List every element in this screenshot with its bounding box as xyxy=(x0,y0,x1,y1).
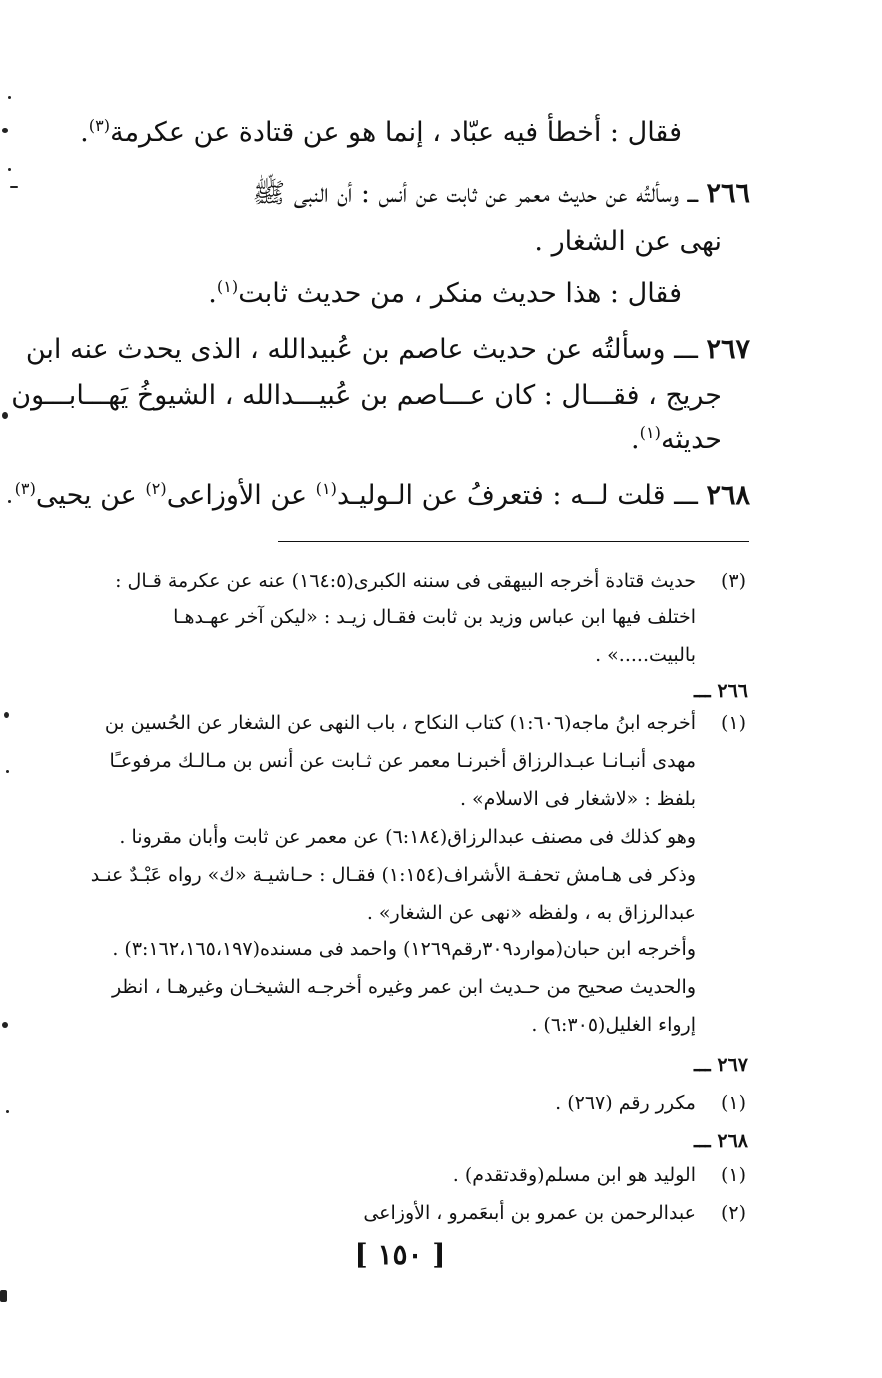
footnote-266-line: وأخرجه ابن حبان(موارد٣٠٩رقم١٢٦٩) واحمد فى مسنده(٣:١٦٢،١٦٥،١٩٧) . xyxy=(112,938,696,960)
footnote-marker: (١) xyxy=(720,1092,746,1114)
footnote-ref: (٣) xyxy=(14,479,36,498)
footnote-266-line: عبدالرزاق به ، ولفظه «نهى عن الشغار» . xyxy=(366,902,696,924)
scan-speck xyxy=(8,168,11,171)
scan-speck xyxy=(10,186,18,188)
footnote-266-line: إرواء الغليل(٦:٣٠٥) . xyxy=(531,1014,696,1036)
footnote-marker: (١) xyxy=(720,1164,746,1186)
footnote-266-line: وهو كذلك فى مصنف عبدالرزاق(٦:١٨٤) عن معمر عن ثابت وأبان مقرونا . xyxy=(119,826,696,848)
footnote-268-text: عبدالرحمن بن عمرو بن أبىعَمرو ، الأوزاعى xyxy=(363,1202,696,1224)
scan-speck xyxy=(2,1022,8,1028)
footnote-marker: (٢) xyxy=(720,1202,746,1224)
scan-speck xyxy=(4,712,9,718)
footnote-3-line1: حديث قتادة أخرجه البيهقى فى سننه الكبرى(١٦٤:٥) عنه عن عكرمة قـال : xyxy=(115,570,696,592)
footnote-marker: (٣) xyxy=(720,570,746,592)
entry-text: وسألتُه عن حديث معمر عن ثابت عن أنس : أن النبى ﷺ xyxy=(252,178,680,209)
footnote-ref: (١) xyxy=(639,423,661,442)
scan-speck xyxy=(6,770,9,773)
footnote-ref: (٣) xyxy=(88,116,111,135)
footnote-267-text: مكرر رقم (٢٦٧) . xyxy=(555,1092,696,1114)
entry-number: ٢٦٦ xyxy=(706,178,750,209)
footnote-ref: (٢) xyxy=(145,479,167,498)
footnote-marker: (١) xyxy=(720,712,746,734)
scan-speck xyxy=(0,1290,7,1302)
footnote-266-line: أخرجه ابنُ ماجه(١:٦٠٦) كتاب النكاح ، باب النهى عن الشغار عن الحُسين بن xyxy=(104,712,696,734)
footnote-section-heading: ٢٦٧ ـــ xyxy=(694,1054,748,1076)
footnote-266-line: والحديث صحيح من حـديث ابن عمر وغيره أخرجـه الشيخـان وغيرهـا ، انظر xyxy=(111,976,696,998)
footnote-266-line: وذكر فى هـامش تحفـة الأشراف(١:١٥٤) فقـال : حـاشيـة «ك» رواه عَبْـدٌ عنـد xyxy=(90,864,696,886)
scan-speck xyxy=(2,128,8,133)
verdict-line: فقال : أخطأ فيه عبّاد ، إنما هو عن قتادة عن عكرمة$^{(٣)}$. xyxy=(80,116,682,148)
footnote-section-heading: ٢٦٨ ـــ xyxy=(694,1130,748,1152)
footnote-divider xyxy=(278,541,749,542)
scan-speck xyxy=(8,500,11,503)
entry-266-answer: فقال : هذا حديث منكر ، من حديث ثابت$^{(١)}$. xyxy=(208,277,682,309)
entry-266 xyxy=(253,176,751,216)
scan-speck xyxy=(6,1110,9,1113)
scan-speck xyxy=(8,96,11,99)
footnote-266-line: مهدى أنبـانـا عبـدالرزاق أخبرنـا معمر عن ثـابت عن أنس بن مـالـك مرفوعـًا xyxy=(109,750,696,772)
entry-267 xyxy=(26,334,750,365)
entry-266-line2: نهى عن الشغار . xyxy=(534,226,722,257)
entry-267-line3: حديثه$^{(١)}$. xyxy=(631,423,722,455)
footnote-3-line2: اختلف فيها ابن عباس وزيد بن ثابت فقـال زيـد : «ليكن آخر عهـدهـا xyxy=(173,606,696,628)
entry-dash: ـــ xyxy=(674,480,698,511)
entry-text: وسألتُه عن حديث عاصم بن عُبيدالله ، الذى يحدث عنه ابن xyxy=(25,334,666,365)
entry-number: ٢٦٧ xyxy=(706,334,750,365)
entry-267-line2: جريج ، فقـــال : كان عـــاصم بن عُبيـــدالله ، الشيوخُ يَهـــابـــون xyxy=(11,380,722,411)
footnote-ref: (١) xyxy=(216,277,239,296)
entry-268: ٢٦٨ ـــ قلت لــه : فتعرفُ عن الـوليـد$^{(١)}$ عن الأوزاعى$^{(٢)}$ عن يحيى$^{(٣)}$ xyxy=(14,479,750,511)
entry-dash: ـــ xyxy=(674,334,698,365)
footnote-ref: (١) xyxy=(315,479,337,498)
footnote-266-line: بلفظ : «لاشغار فى الاسلام» . xyxy=(459,788,696,810)
entry-number: ٢٦٨ xyxy=(706,480,750,511)
page-number: [ ١٥٠ ] xyxy=(354,1238,446,1271)
scan-speck xyxy=(2,412,8,419)
entry-dash: ـــ xyxy=(687,178,698,209)
footnote-section-heading: ٢٦٦ ـــ xyxy=(694,680,748,702)
footnote-268-text: الوليد هو ابن مسلم(وقدتقدم) . xyxy=(452,1164,696,1186)
footnote-3-line3: بالبيت.....» . xyxy=(595,644,696,666)
